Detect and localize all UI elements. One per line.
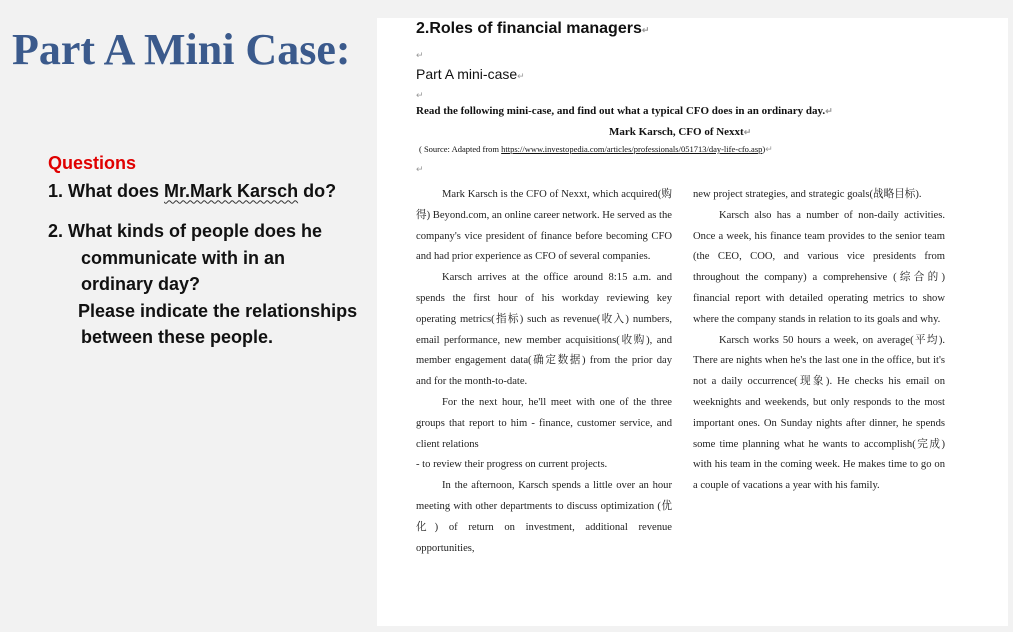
question-1-prefix: 1. What does (48, 180, 165, 201)
paragraph-mark: ↵ (416, 50, 424, 60)
slide-title: Part A Mini Case: (12, 25, 351, 74)
col1-paragraph-4: - to review their progress on current projects. (416, 459, 608, 471)
paragraph-mark: ↵ (517, 71, 525, 81)
question-2-line-3: ordinary day? (81, 274, 201, 294)
questions-panel (48, 150, 378, 351)
col2-paragraph-3: Karsch works 50 hours a week, on average(平均). There are nights when he's the last one in the office, but it's not a daily occurrence(现象). He checks his email on weeknights and weekends, but only responds to the most important ones. On Sunday nights after dinner, he spends some time planning what he wants to accomplish(完成) with his team in the coming week. He makes time to go on a couple of vacations a year with his family. (693, 334, 945, 492)
source-link: https://www.investopedia.com/articles/professionals/051713/day-life-cfo.asp (501, 144, 763, 154)
source-line: ( Source: Adapted from https://www.investopedia.com/articles/professionals/051713/day-life-cfo.asp)↵ (419, 144, 773, 154)
question-1 (48, 178, 378, 205)
document-heading: 2.Roles of financial managers↵ (416, 20, 650, 37)
document-subheading: Part A mini-case↵ (416, 66, 525, 82)
question-2-line-5: between these people. (81, 327, 274, 347)
col1-paragraph-5: In the afternoon, Karsch spends a little over an hour meeting with other departments to discuss optimization (优化) of return on investment, additional revenue opportunities, (416, 480, 672, 554)
paragraph-mark: ↵ (825, 106, 833, 116)
col2-paragraph-1: new project strategies, and strategic goals(战略目标). (693, 189, 922, 200)
question-1-suffix: do? (298, 180, 337, 201)
question-1-name: Mr.Mark Karsch (164, 180, 299, 201)
question-2-line-2: communicate with in an (81, 247, 286, 268)
intro-line: Read the following mini-case, and find out what a typical CFO does in an ordinary day.↵ (416, 105, 833, 117)
question-2-line-1: 2. What kinds of people does he (48, 221, 323, 241)
questions-heading: Questions (48, 153, 137, 173)
question-2 (48, 218, 378, 351)
col1-paragraph-2: Karsch arrives at the office around 8:15 a.m. and spends the first hour of his workday reviewing key operating metrics(指标) such as revenue(收入) numbers, email performance, new member acquisitions(收购), and member engagement data(确定数据) from the prior day and for the month-to-date. (416, 272, 672, 388)
document-image (377, 18, 1008, 626)
paragraph-mark: ↵ (765, 144, 773, 154)
question-2-line-4: Please indicate the relationships (78, 300, 358, 321)
col2-paragraph-2: Karsch also has a number of non-daily activities. Once a week, his finance team provides to the senior team (the CEO, COO, and various vice presidents from throughout the company) a comprehensive (综合的) financial report with detailed operating metrics to show where the company stands in relation to its goals and why. (693, 209, 945, 325)
paragraph-mark: ↵ (416, 164, 424, 174)
text-column-left (416, 185, 672, 559)
byline: Mark Karsch, CFO of Nexxt↵ (609, 126, 752, 138)
col1-paragraph-3: For the next hour, he'll meet with one of the three groups that report to him - finance, customer service, and client relations (416, 396, 672, 450)
paragraph-mark: ↵ (641, 25, 650, 35)
col1-paragraph-1: Mark Karsch is the CFO of Nexxt, which acquired(购得) Beyond.com, an online career network. He served as the company's vice president of finance before becoming CFO and had prior experience as CFO of several companies. (416, 189, 672, 263)
paragraph-mark: ↵ (743, 127, 752, 137)
paragraph-mark: ↵ (416, 90, 424, 100)
text-column-right (693, 185, 945, 497)
